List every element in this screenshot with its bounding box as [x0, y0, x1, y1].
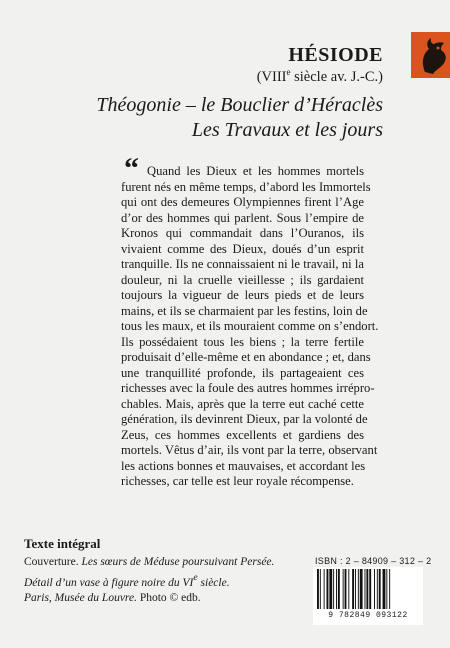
excerpt-line: les actions bonnes et mauvaises, et accordant les [121, 458, 366, 473]
cover-credits [24, 555, 274, 606]
excerpt-line: produisait d’elle-même et en abondance ; et, dans [121, 350, 371, 364]
credits-line-1: Couverture. Les sœurs de Méduse poursuivant Persée. [24, 556, 275, 568]
edition-label: Texte intégral [24, 536, 101, 551]
barcode-bar [324, 569, 325, 609]
isbn-number: ISBN : 2 – 84909 – 312 – 2 [315, 556, 432, 566]
excerpt-line: toujours la vigueur de leurs pieds et de leurs [121, 288, 364, 302]
excerpt-line: douleur, ni la cruelle vieillesse ; ils gardaient [121, 272, 364, 287]
excerpt-line: Kronos qui commandait dans l’Ouranos, ils [121, 226, 364, 240]
quote-mark: “ [124, 152, 139, 185]
excerpt-line: Zeus, ces hommes excellents et gardiens des [121, 427, 364, 442]
title-line-2: Les Travaux et les jours [191, 119, 383, 141]
credits-line-3: Paris, Musée du Louvre. Photo © edb. [24, 591, 201, 604]
barcode-bar [355, 569, 356, 609]
barcode-bar [369, 569, 371, 609]
barcode-bar [348, 569, 349, 609]
barcode-bar [333, 569, 334, 609]
barcode-bar [377, 569, 378, 609]
excerpt-line: richesses avec la foule des autres hommes irrépro- [121, 381, 375, 395]
excerpt-line: furent nés en même temps, d’abord les Immortels [121, 179, 371, 194]
barcode-bar [329, 569, 332, 609]
excerpt-line: chables. Mais, après que la terre eut caché cette [121, 396, 364, 411]
excerpt-line: vivaient comme des Dieux, doués d’un esprit [121, 241, 364, 256]
barcode-bar [317, 569, 319, 609]
barcode-bar [379, 569, 381, 609]
barcode-bar [365, 569, 366, 609]
excerpt-line: tous les maux, et ils mouraient comme on s’endort. [121, 319, 379, 333]
barcode-bar [389, 569, 390, 609]
barcode-bar [320, 569, 321, 609]
excerpt-text [121, 164, 379, 490]
excerpt-line: mains, et ils se charmaient par les festins, loin de [121, 303, 368, 318]
publisher-logo [411, 32, 450, 78]
barcode-digits: 9 782849 093122 [313, 611, 423, 620]
title-line-1: Théogonie – le Bouclier d’Héraclès [96, 94, 383, 116]
barcode-bar [336, 569, 337, 609]
excerpt-line: génération, ils devinrent Dieux, par la volonté de [121, 412, 368, 426]
credits-line-2: Détail d’un vase à figure noire du VIe siècle. [24, 572, 230, 589]
excerpt-line: qui ont des demeures Olympiennes firent l’Age [121, 195, 364, 209]
barcode-bar [352, 569, 354, 609]
barcode-bar [366, 569, 368, 609]
excerpt-line: une tranquillité profonde, ils partageaient ces [121, 365, 364, 380]
barcode-bar [358, 569, 359, 609]
excerpt-line: tranquille. Ils ne connaissaient ni le travail, ni la [121, 257, 364, 271]
excerpt-line: d’or des hommes qui parlent. Sous l’empire de [121, 210, 364, 225]
excerpt-line: richesses, car telle est leur royale récompense. [121, 474, 354, 488]
barcode-bar [386, 569, 387, 609]
barcode-bar [338, 569, 340, 609]
barcode-bar [374, 569, 375, 609]
barcode-bar [383, 569, 386, 609]
barcode-bar [345, 569, 347, 609]
author-century: (VIIIe siècle av. J.-C.) [256, 67, 383, 85]
excerpt-line: Quand les Dieux et les hommes mortels [147, 164, 364, 178]
excerpt-line: Ils possédaient tous les biens ; la terre fertile [121, 334, 364, 349]
barcode-bar [343, 569, 344, 609]
excerpt-line: mortels. Vêtus d’air, ils vont par la terre, observant [121, 443, 378, 457]
author-name: HÉSIODE [288, 44, 383, 66]
barcode-bar [327, 569, 329, 609]
barcode-bar [360, 569, 363, 609]
